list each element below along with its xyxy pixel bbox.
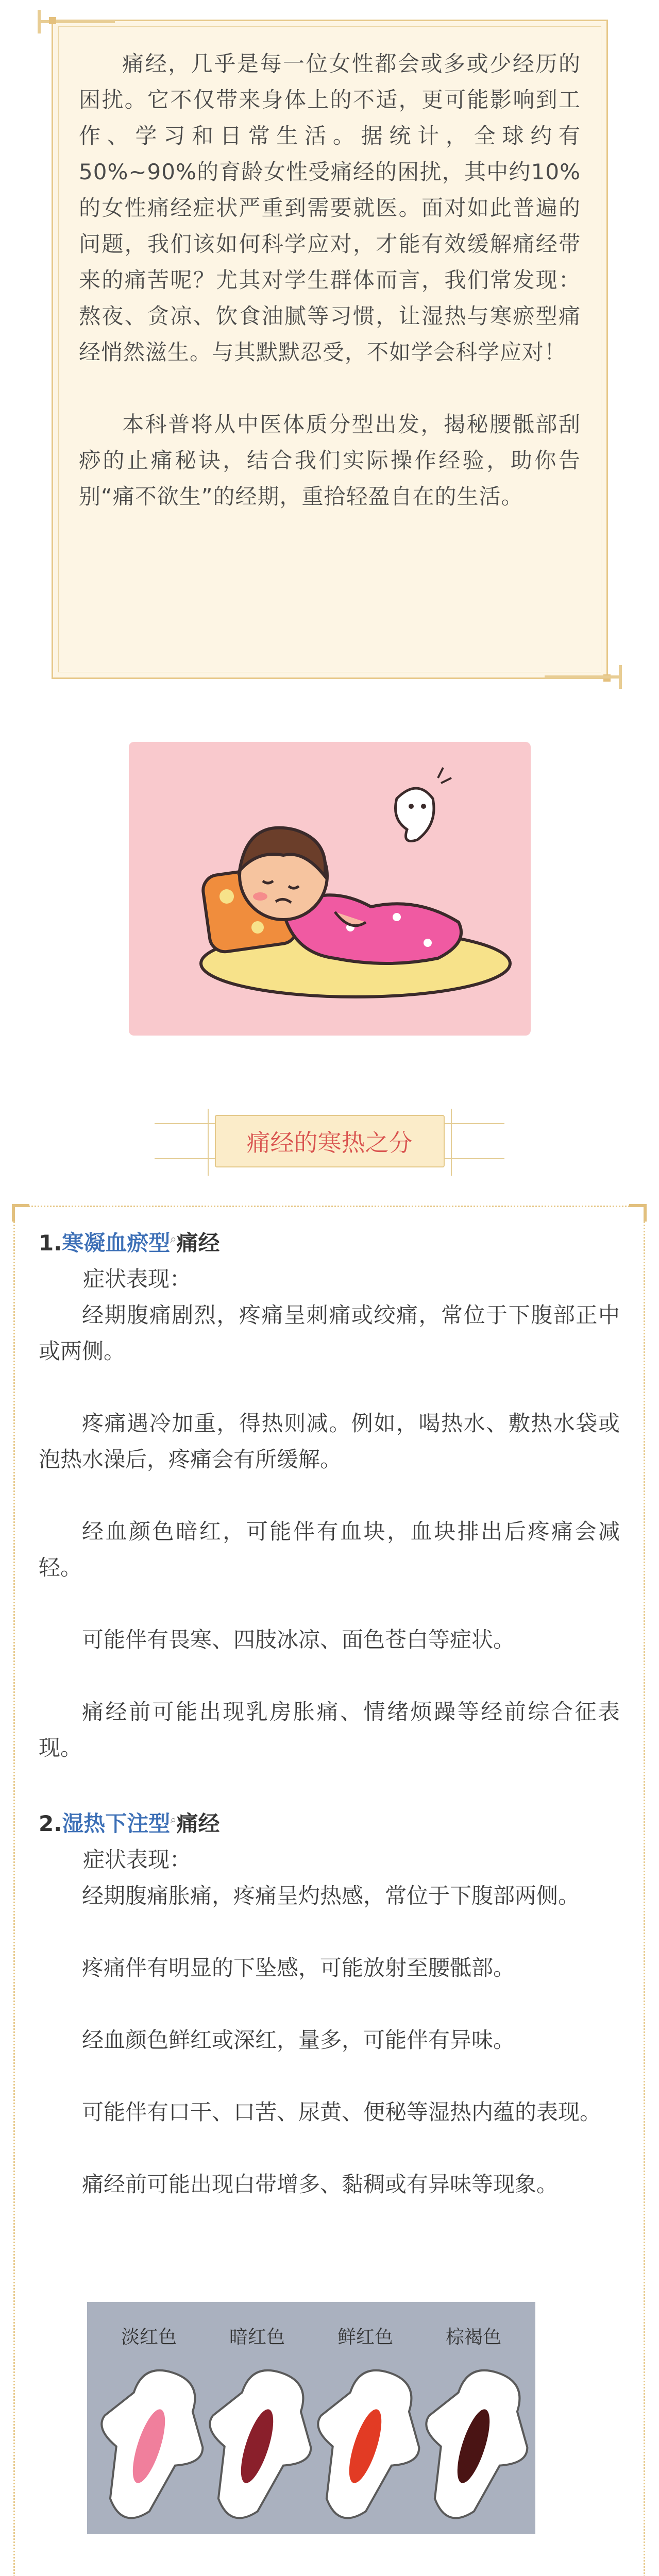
sleeping-girl-illustration <box>129 742 531 1036</box>
search-icon: ⌕ <box>170 1814 177 1826</box>
pad-label: 鲜红色 <box>337 2327 394 2348</box>
panel-dysmenorrhea-types <box>13 1206 645 2576</box>
intro-paragraph-1: 痛经，几乎是每一位女性都会或多或少经历的困扰。它不仅带来身体上的不适，更可能影响到工作、学习和日常生活。据统计，全球约有50%~90%的育龄女性受痛经的困扰，其中约10%的女性痛经症状严重到需要就医。面对如此普遍的问题，我们该如何科学应对，才能有效缓解痛经带来的痛苦呢？尤其对学生群体而言，我们常发现：熬夜、贪凉、饮食油腻等习惯，让湿热与寒瘀型痛经悄然滋生。与其默默忍受，不如学会科学应对！ <box>79 51 581 365</box>
type2-symptom-label: 症状表现： <box>83 1847 192 1872</box>
type1-item-4: 可能伴有畏寒、四肢冰凉、面色苍白等症状。 <box>82 1627 515 1652</box>
intro-text <box>79 46 581 551</box>
type1-heading: 1.寒凝血瘀型⌕痛经 <box>39 1230 220 1256</box>
type2-heading: 2.湿热下注型⌕痛经 <box>39 1811 220 1836</box>
type2-item-2: 疼痛伴有明显的下坠感，可能放射至腰骶部。 <box>82 1955 515 1980</box>
type2-item-1: 经期腹痛胀痛，疼痛呈灼热感，常位于下腹部两侧。 <box>82 1883 580 1908</box>
intro-frame <box>36 9 623 689</box>
type1-item-3: 经血颜色暗红，可能伴有血块，血块排出后疼痛会减轻。 <box>39 1519 620 1580</box>
type2-item-3: 经血颜色鲜红或深红，量多，可能伴有异味。 <box>82 2027 515 2053</box>
menstrual-color-pads-illustration <box>87 2302 535 2534</box>
type2-item-4: 可能伴有口干、口苦、尿黄、便秘等湿热内蕴的表现。 <box>82 2099 602 2125</box>
intro-paragraph-2: 本科普将从中医体质分型出发，揭秘腰骶部刮痧的止痛秘诀，结合我们实际操作经验，助你告别“痛不欲生”的经期，重拾轻盈自在的生活。 <box>79 412 581 509</box>
type1-item-5: 痛经前可能出现乳房胀痛、情绪烦躁等经前综合征表现。 <box>39 1699 620 1760</box>
pad-label: 暗红色 <box>229 2327 285 2348</box>
pad-label: 棕褐色 <box>445 2327 502 2348</box>
pad-label: 淡红色 <box>121 2327 177 2348</box>
type1-item-1: 经期腹痛剧烈，疼痛呈刺痛或绞痛，常位于下腹部正中或两侧。 <box>39 1302 620 1364</box>
section-title-label: 痛经的寒热之分 <box>215 1115 445 1167</box>
intro-box <box>52 20 608 679</box>
type1-symptom-label: 症状表现： <box>83 1266 192 1292</box>
type1-name-link[interactable]: 寒凝血瘀型 <box>62 1230 171 1256</box>
type2-item-5: 痛经前可能出现白带增多、黏稠或有异味等现象。 <box>82 2172 559 2197</box>
section-title-cold-heat <box>0 1108 659 1175</box>
type1-item-2: 疼痛遇冷加重，得热则减。例如，喝热水、敷热水袋或泡热水澡后，疼痛会有所缓解。 <box>39 1411 620 1472</box>
search-icon: ⌕ <box>170 1233 177 1246</box>
type2-name-link[interactable]: 湿热下注型 <box>62 1811 171 1836</box>
